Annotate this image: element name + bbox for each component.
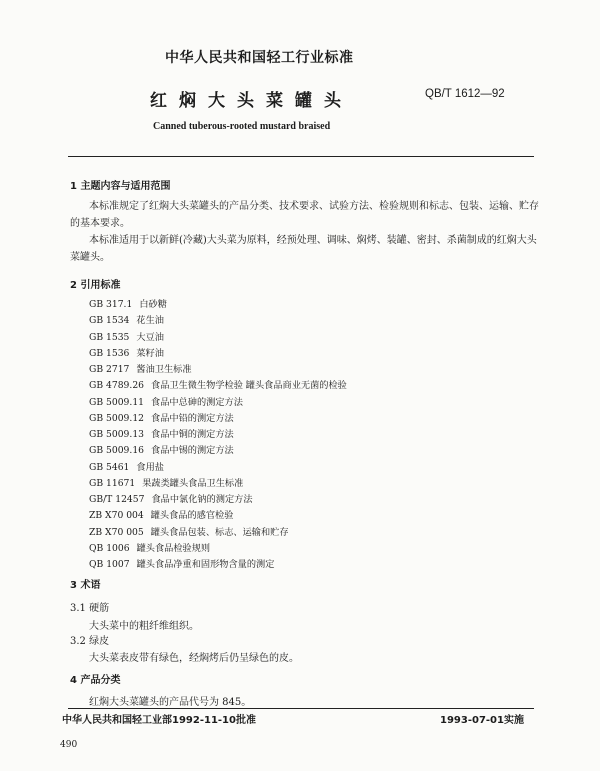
reference-code: GB 5009.16 <box>89 445 145 457</box>
reference-item <box>89 426 234 440</box>
section-1-para-2-line-1: 本标准适用于以新鲜(冷藏)大头菜为原料，经预处理、调味、焖烤、装罐、密封、杀菌制成的红焖大头 <box>89 235 537 246</box>
reference-name: 大豆油 <box>136 331 164 343</box>
reference-name: 酱油卫生标准 <box>136 364 192 375</box>
reference-code: GB 1535 <box>89 331 130 343</box>
section-2-heading: 2 引用标准 <box>70 280 121 291</box>
reference-name: 罐头食品净重和固形物含量的测定 <box>136 559 275 570</box>
reference-code: GB 317.1 <box>89 299 133 310</box>
reference-code: GB 5009.11 <box>89 396 145 408</box>
document-category: 中华人民共和国轻工行业标准 <box>165 50 354 66</box>
reference-item <box>89 491 253 505</box>
term-3-1-title: 3.1 硬筋 <box>70 603 110 614</box>
reference-code: GB 1534 <box>89 315 130 327</box>
reference-code: GB 2717 <box>89 364 130 375</box>
reference-code: GB 11671 <box>89 477 136 489</box>
page-number: 490 <box>60 740 78 750</box>
section-1-para-1-line-1: 本标准规定了红焖大头菜罐头的产品分类、技术要求、试验方法、检验规则和标志、包装、运输、贮存 <box>89 201 539 212</box>
reference-name: 食品中铅的测定方法 <box>151 412 234 424</box>
reference-item <box>89 442 234 456</box>
reference-name: 果蔬类罐头食品卫生标准 <box>142 477 244 489</box>
term-3-2-title: 3.2 绿皮 <box>70 636 110 647</box>
reference-item <box>89 329 164 343</box>
reference-item <box>89 345 164 359</box>
english-title: Canned tuberous-rooted mustard braised <box>153 121 331 132</box>
reference-name: 罐头食品包装、标志、运输和贮存 <box>150 526 289 538</box>
reference-name: 罐头食品检验规则 <box>136 542 211 554</box>
reference-item <box>89 556 274 570</box>
reference-item <box>89 507 233 521</box>
reference-code: GB 5461 <box>89 461 130 473</box>
reference-code: ZB X70 005 <box>89 526 144 538</box>
reference-name: 食品中氯化钠的测定方法 <box>151 494 253 505</box>
section-1-para-1-line-2: 的基本要求。 <box>70 218 130 229</box>
reference-item <box>89 312 164 326</box>
approval-date: 中华人民共和国轻工业部1992-11-10批准 <box>62 715 256 726</box>
section-1-heading: 1 主题内容与适用范围 <box>70 181 171 192</box>
reference-name: 白砂糖 <box>139 299 167 310</box>
term-3-1-definition: 大头菜中的粗纤维组织。 <box>89 621 199 632</box>
reference-code: GB 5009.13 <box>89 429 145 440</box>
reference-item <box>89 361 192 375</box>
document-title: 红焖大头菜罐头 <box>150 91 353 111</box>
section-3-heading: 3 术语 <box>70 580 101 591</box>
reference-item <box>89 377 347 391</box>
reference-item <box>89 296 167 310</box>
section-1-para-2-line-2: 菜罐头。 <box>70 252 110 263</box>
reference-code: QB 1006 <box>89 542 130 554</box>
reference-code: GB 4789.26 <box>89 380 145 392</box>
reference-name: 罐头食品的感官检验 <box>150 510 234 522</box>
section-4-heading: 4 产品分类 <box>70 675 121 686</box>
reference-code: GB/T 12457 <box>89 494 145 505</box>
reference-name: 食品中铜的测定方法 <box>151 429 234 440</box>
reference-item <box>89 524 289 538</box>
reference-item <box>89 410 234 424</box>
reference-code: QB 1007 <box>89 559 130 570</box>
reference-code: GB 5009.12 <box>89 412 145 424</box>
reference-item <box>89 459 164 473</box>
reference-code: GB 1536 <box>89 347 130 359</box>
reference-name: 食品中总砷的测定方法 <box>151 396 243 408</box>
standard-number: QB/T 1612—92 <box>425 88 505 100</box>
reference-name: 花生油 <box>136 315 164 327</box>
implementation-date: 1993-07-01实施 <box>440 715 524 726</box>
reference-code: ZB X70 004 <box>89 510 144 522</box>
footer-divider <box>68 708 534 709</box>
reference-item <box>89 475 243 489</box>
reference-name: 食品中锡的测定方法 <box>151 445 234 457</box>
section-4-text: 红焖大头菜罐头的产品代号为 845。 <box>89 697 252 708</box>
header-divider <box>68 156 534 157</box>
reference-name: 食品卫生微生物学检验 罐头食品商业无菌的检验 <box>151 380 347 392</box>
reference-item <box>89 540 210 554</box>
reference-item <box>89 394 243 408</box>
term-3-2-definition: 大头菜表皮带有绿色，经焖烤后仍呈绿色的皮。 <box>89 653 299 664</box>
reference-name: 菜籽油 <box>136 347 164 359</box>
reference-name: 食用盐 <box>136 461 164 473</box>
